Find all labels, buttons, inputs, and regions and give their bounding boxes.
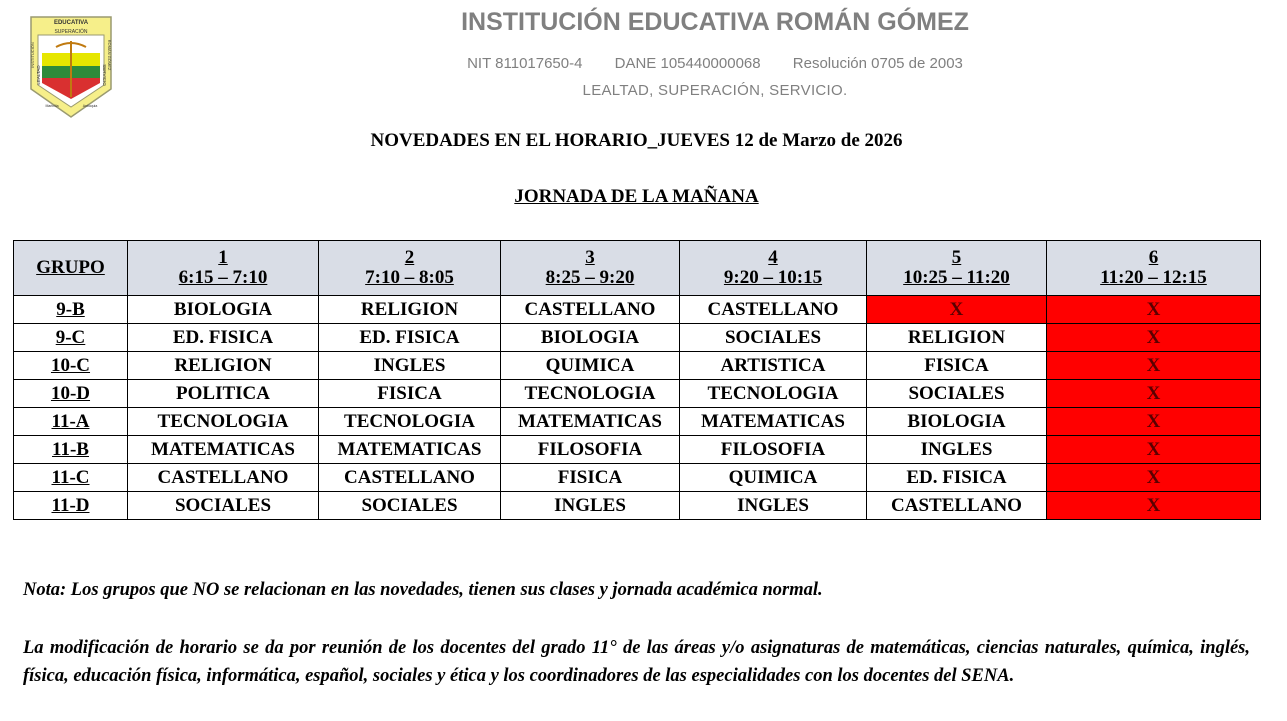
subject-cell: MATEMATICAS (128, 436, 319, 464)
schedule-table (13, 240, 1261, 520)
table-row (14, 352, 1261, 380)
document-title: NOVEDADES EN EL HORARIO_JUEVES 12 de Marzo de 2026 (370, 130, 903, 151)
cancelled-class-cell: X (1047, 464, 1261, 492)
cancelled-class-cell: X (1047, 492, 1261, 520)
institution-identifiers (330, 55, 1100, 72)
institution-name: INSTITUCIÓN EDUCATIVA ROMÁN GÓMEZ (461, 8, 969, 36)
subject-cell: BIOLOGIA (128, 296, 319, 324)
subject-cell: INGLES (319, 352, 501, 380)
subject-cell: BIOLOGIA (501, 324, 680, 352)
cancelled-class-cell: X (1047, 352, 1261, 380)
cancelled-class-cell: X (1047, 380, 1261, 408)
subject-cell: CASTELLANO (867, 492, 1047, 520)
cancelled-class-cell: X (1047, 408, 1261, 436)
logo-text-right: SERVICIO (102, 64, 107, 86)
subject-cell: CASTELLANO (680, 296, 867, 324)
group-cell: 10-D (14, 380, 128, 408)
cancelled-class-cell: X (1047, 324, 1261, 352)
subject-cell: ED. FISICA (319, 324, 501, 352)
subject-cell: TECNOLOGIA (680, 380, 867, 408)
group-cell: 11-B (14, 436, 128, 464)
subject-cell: MATEMATICAS (680, 408, 867, 436)
document-subtitle: JORNADA DE LA MAÑANA (514, 186, 759, 207)
table-row (14, 436, 1261, 464)
period-header: 1 6:15 – 7:10 (128, 241, 319, 296)
table-row (14, 464, 1261, 492)
subject-cell: RELIGION (319, 296, 501, 324)
school-crest-logo (28, 15, 114, 119)
institution-motto: LEALTAD, SUPERACIÓN, SERVICIO. (582, 82, 848, 99)
period-header: 3 8:25 – 9:20 (501, 241, 680, 296)
subject-cell: MATEMATICAS (319, 436, 501, 464)
subject-cell: QUIMICA (680, 464, 867, 492)
table-row (14, 380, 1261, 408)
nit-number: NIT 811017650-4 (467, 55, 583, 72)
subject-cell: ED. FISICA (128, 324, 319, 352)
period-header: 4 9:20 – 10:15 (680, 241, 867, 296)
subject-cell: FISICA (501, 464, 680, 492)
cancelled-class-cell: X (1047, 436, 1261, 464)
logo-text-top: EDUCATIVA (53, 20, 89, 26)
period-header: 5 10:25 – 11:20 (867, 241, 1047, 296)
period-header: 2 7:10 – 8:05 (319, 241, 501, 296)
group-cell: 9-C (14, 324, 128, 352)
subject-cell: FILOSOFIA (501, 436, 680, 464)
table-header-row (14, 241, 1261, 296)
subject-cell: ARTISTICA (680, 352, 867, 380)
dane-number: DANE 105440000068 (614, 55, 761, 72)
logo-text-motto: SUPERACIÓN (54, 29, 88, 35)
period-header: 6 11:20 – 12:15 (1047, 241, 1261, 296)
logo-text-side-right: ROMÁN GÓMEZ (107, 39, 112, 71)
cancelled-class-cell: X (867, 296, 1047, 324)
logo-text-left: LEALTAD (36, 65, 41, 85)
group-cell: 9-B (14, 296, 128, 324)
group-cell: 10-C (14, 352, 128, 380)
subject-cell: POLITICA (128, 380, 319, 408)
subject-cell: QUIMICA (501, 352, 680, 380)
subject-cell: RELIGION (128, 352, 319, 380)
subject-cell: INGLES (680, 492, 867, 520)
subject-cell: SOCIALES (128, 492, 319, 520)
subject-cell: TECNOLOGIA (319, 408, 501, 436)
subject-cell: TECNOLOGIA (501, 380, 680, 408)
subject-cell: BIOLOGIA (867, 408, 1047, 436)
table-row (14, 324, 1261, 352)
schedule-note: Nota: Los grupos que NO se relacionan en las novedades, tienen sus clases y jornada académica normal. (23, 580, 823, 600)
subject-cell: FISICA (867, 352, 1047, 380)
table-row (14, 296, 1261, 324)
group-column-header: GRUPO (14, 241, 128, 296)
subject-cell: SOCIALES (319, 492, 501, 520)
subject-cell: RELIGION (867, 324, 1047, 352)
logo-text-bottom-left: Marinilla (45, 104, 59, 108)
subject-cell: FILOSOFIA (680, 436, 867, 464)
subject-cell: CASTELLANO (128, 464, 319, 492)
cancelled-class-cell: X (1047, 296, 1261, 324)
subject-cell: SOCIALES (680, 324, 867, 352)
logo-text-bottom-right: Antioquia (82, 104, 98, 108)
group-cell: 11-D (14, 492, 128, 520)
subject-cell: MATEMATICAS (501, 408, 680, 436)
logo-text-side-left: INSTITUCIÓN (30, 42, 35, 68)
subject-cell: FISICA (319, 380, 501, 408)
subject-cell: CASTELLANO (319, 464, 501, 492)
resolution-number: Resolución 0705 de 2003 (792, 55, 963, 72)
subject-cell: INGLES (867, 436, 1047, 464)
table-row (14, 408, 1261, 436)
subject-cell: INGLES (501, 492, 680, 520)
group-cell: 11-A (14, 408, 128, 436)
subject-cell: CASTELLANO (501, 296, 680, 324)
subject-cell: SOCIALES (867, 380, 1047, 408)
table-row (14, 492, 1261, 520)
group-cell: 11-C (14, 464, 128, 492)
subject-cell: ED. FISICA (867, 464, 1047, 492)
modification-explanation: La modificación de horario se da por reunión de los docentes del grado 11° de las áreas y/o asignaturas de matemáticas, ciencias naturales, química, inglés, física, educación física, informática, español, sociales y ética y los coordinadores de las especialidades con los docentes del SENA. (23, 638, 1250, 686)
subject-cell: TECNOLOGIA (128, 408, 319, 436)
